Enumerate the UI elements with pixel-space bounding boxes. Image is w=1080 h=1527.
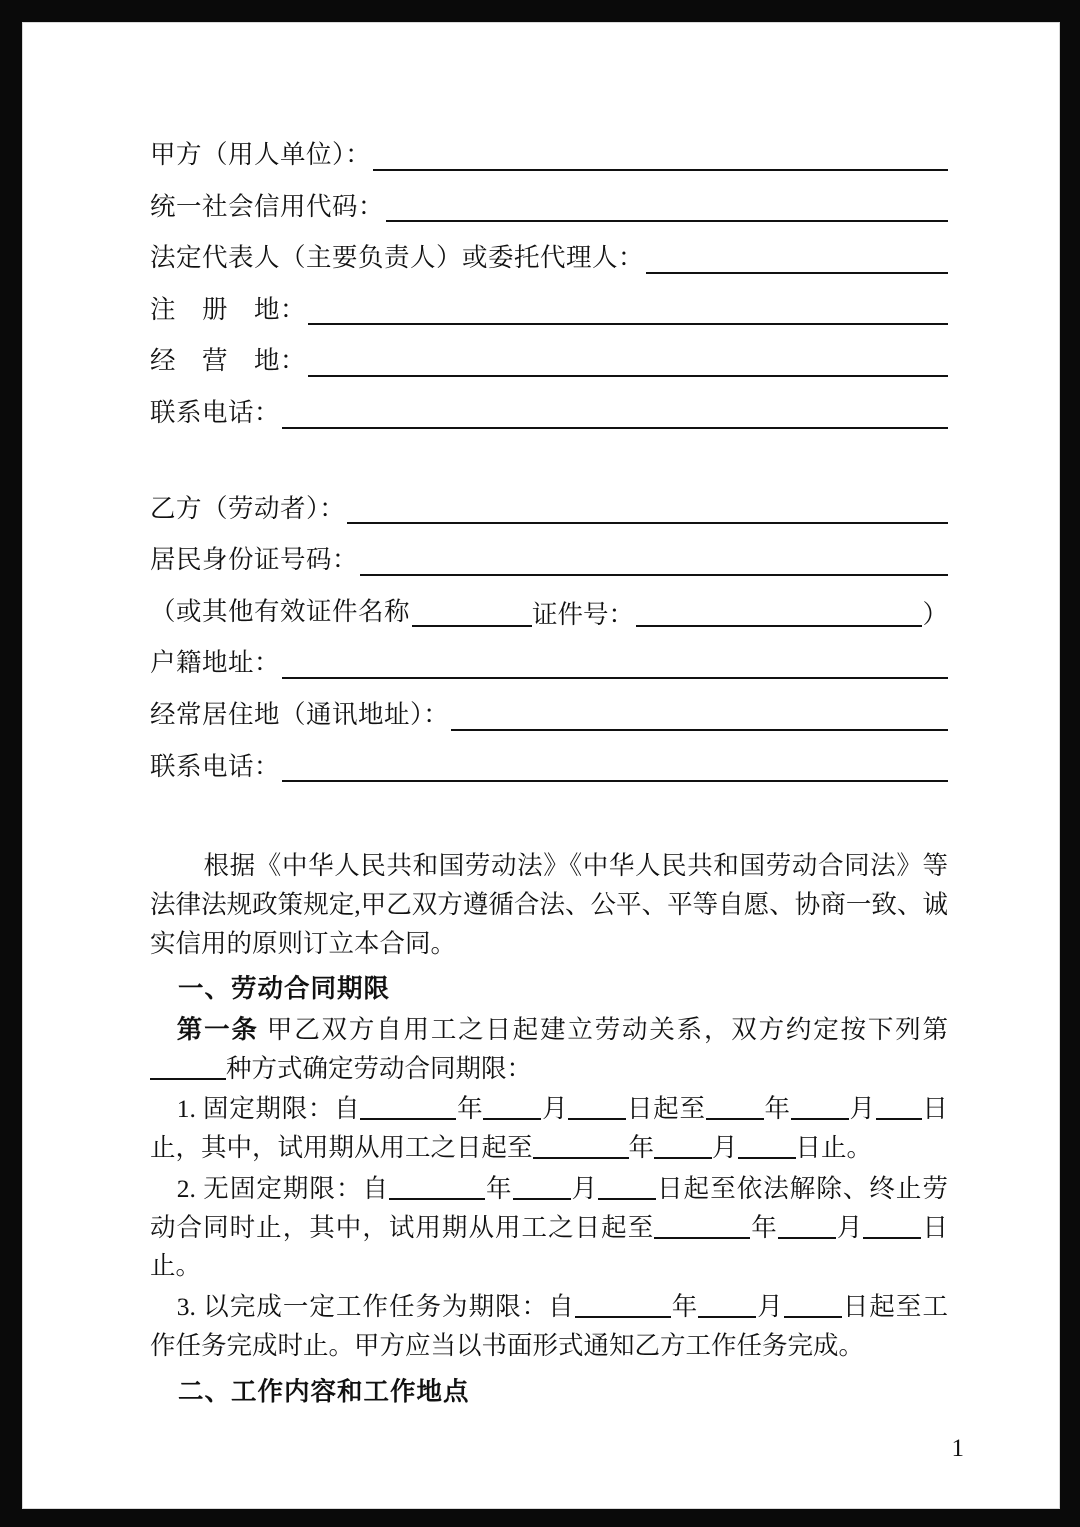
item2-text-b: 年	[485, 1173, 513, 1203]
item3-text-d: 日起至工作任务完成时止。甲方应当以书面形式通知乙方工作任务完成。	[150, 1292, 948, 1360]
article-one-text-a: 甲乙双方自用工之日起建立劳动关系，双方约定按下列第	[266, 1014, 948, 1044]
blank2-probation-year[interactable]	[654, 1237, 750, 1239]
field-blank-line[interactable]	[360, 551, 948, 576]
field-blank-line[interactable]	[373, 146, 948, 171]
item1-text-i: 月	[712, 1133, 738, 1163]
field-blank-line[interactable]	[308, 300, 948, 325]
field-blank-line[interactable]	[451, 706, 948, 731]
field-label: 经常居住地（通讯地址）：	[150, 699, 450, 729]
field-row-business-address	[150, 346, 948, 377]
field-row-employer-phone	[150, 398, 948, 429]
item2-text-e: 年	[750, 1212, 778, 1242]
field-blank-line[interactable]	[308, 352, 948, 377]
blank2-start-day[interactable]	[598, 1198, 656, 1200]
field-blank-line[interactable]	[282, 757, 948, 782]
section-spacer	[150, 450, 948, 494]
item2-text-f: 月	[835, 1212, 864, 1242]
blank2-start-year[interactable]	[389, 1198, 485, 1200]
item1-text-a: 1. 固定期限：自	[176, 1094, 361, 1124]
item2-text-g: 日止。	[150, 1212, 948, 1281]
field-label: 甲方（用人单位）：	[150, 140, 372, 169]
item-open-term	[150, 1170, 948, 1286]
item3-text-b: 年	[670, 1292, 699, 1322]
item1-text-h: 年	[628, 1133, 655, 1163]
field-blank-line[interactable]	[282, 654, 948, 679]
blank-end-year[interactable]	[706, 1118, 764, 1120]
item1-text-e: 年	[763, 1094, 791, 1124]
blank-contract-type[interactable]	[150, 1078, 226, 1080]
field-blank-line[interactable]	[386, 197, 948, 222]
field-row-registered-address	[150, 295, 948, 326]
blank-probation-day[interactable]	[738, 1157, 796, 1159]
employee-field-group	[150, 494, 948, 783]
field-label-close-paren: ）	[922, 599, 948, 629]
field-row-id-number	[150, 545, 948, 576]
document-page	[22, 22, 1060, 1509]
blank3-start-day[interactable]	[784, 1316, 842, 1318]
item3-text-c: 月	[756, 1292, 784, 1322]
item2-text-c: 月	[570, 1173, 599, 1203]
item1-text-g: 日止，其中，试用期从用工之日起至	[150, 1094, 948, 1163]
item1-text-b: 年	[456, 1094, 484, 1124]
blank-probation-month[interactable]	[654, 1157, 712, 1159]
field-blank-line[interactable]	[282, 404, 948, 429]
field-label: 联系电话：	[150, 751, 281, 781]
item1-text-j: 日止。	[795, 1133, 873, 1163]
item1-text-d: 日起至	[626, 1094, 706, 1124]
field-label: 统一社会信用代码：	[150, 191, 385, 221]
field-blank-line-certificate-name[interactable]	[412, 602, 532, 627]
blank2-probation-month[interactable]	[778, 1237, 836, 1239]
field-row-residence-address	[150, 700, 948, 731]
field-label: 户籍地址：	[150, 648, 281, 678]
article-one-text-b: 种方式确定劳动合同期限：	[226, 1053, 533, 1083]
section-title-one: 一、劳动合同期限	[178, 974, 391, 1005]
field-row-employee-phone	[150, 752, 948, 783]
employer-field-group	[150, 140, 948, 429]
document-body	[150, 140, 948, 1405]
blank3-start-month[interactable]	[698, 1316, 756, 1318]
blank2-start-month[interactable]	[513, 1198, 571, 1200]
field-label: 经 营 地：	[150, 346, 307, 376]
field-label: 居民身份证号码：	[150, 545, 359, 575]
preamble-paragraph: 根据《中华人民共和国劳动法》《中华人民共和国劳动合同法》等法律法规政策规定,甲乙双方遵循合法、公平、平等自愿、协商一致、诚实信用的原则订立本合同。	[150, 851, 948, 958]
item2-text-a: 2. 无固定期限：自	[176, 1173, 389, 1203]
blank-start-month[interactable]	[483, 1118, 541, 1120]
blank-start-day[interactable]	[568, 1118, 626, 1120]
field-label-certificate-number: 证件号：	[532, 599, 635, 629]
page-number: 1	[951, 1435, 964, 1462]
field-row-legal-representative	[150, 243, 948, 274]
field-label: 法定代表人（主要负责人）或委托代理人：	[150, 243, 645, 273]
item2-text-d: 日起至依法解除、终止劳动合同时止，其中，试用期从用工之日起至	[150, 1173, 948, 1242]
blank-probation-year[interactable]	[533, 1157, 629, 1159]
blank2-probation-day[interactable]	[863, 1237, 921, 1239]
item1-text-c: 月	[541, 1094, 569, 1124]
field-row-household-address	[150, 648, 948, 679]
field-blank-line[interactable]	[646, 249, 948, 274]
field-label: 乙方（劳动者）：	[150, 493, 346, 523]
item3-text-a: 3. 以完成一定工作任务为期限：自	[176, 1292, 575, 1322]
field-blank-line[interactable]	[347, 499, 948, 524]
item-task-term	[150, 1288, 948, 1366]
field-row-credit-code	[150, 192, 948, 223]
section-spacer-2	[150, 803, 948, 847]
blank-end-month[interactable]	[791, 1118, 849, 1120]
field-blank-line-certificate-number[interactable]	[636, 602, 922, 627]
field-row-employee-name	[150, 494, 948, 525]
field-row-employer-name	[150, 140, 948, 171]
blank-start-year[interactable]	[360, 1118, 456, 1120]
field-row-other-certificate	[150, 597, 948, 628]
section-title-two: 二、工作内容和工作地点	[178, 1376, 470, 1407]
blank-end-day[interactable]	[876, 1118, 922, 1120]
article-one-label: 第一条	[176, 1014, 259, 1045]
item-fixed-term	[150, 1090, 948, 1168]
article-one-paragraph	[150, 1011, 948, 1089]
item1-text-f: 月	[848, 1094, 876, 1124]
field-label: 联系电话：	[150, 397, 281, 427]
blank3-start-year[interactable]	[575, 1316, 671, 1318]
field-label: 注 册 地：	[150, 294, 307, 324]
field-label: （或其他有效证件名称	[150, 596, 411, 626]
